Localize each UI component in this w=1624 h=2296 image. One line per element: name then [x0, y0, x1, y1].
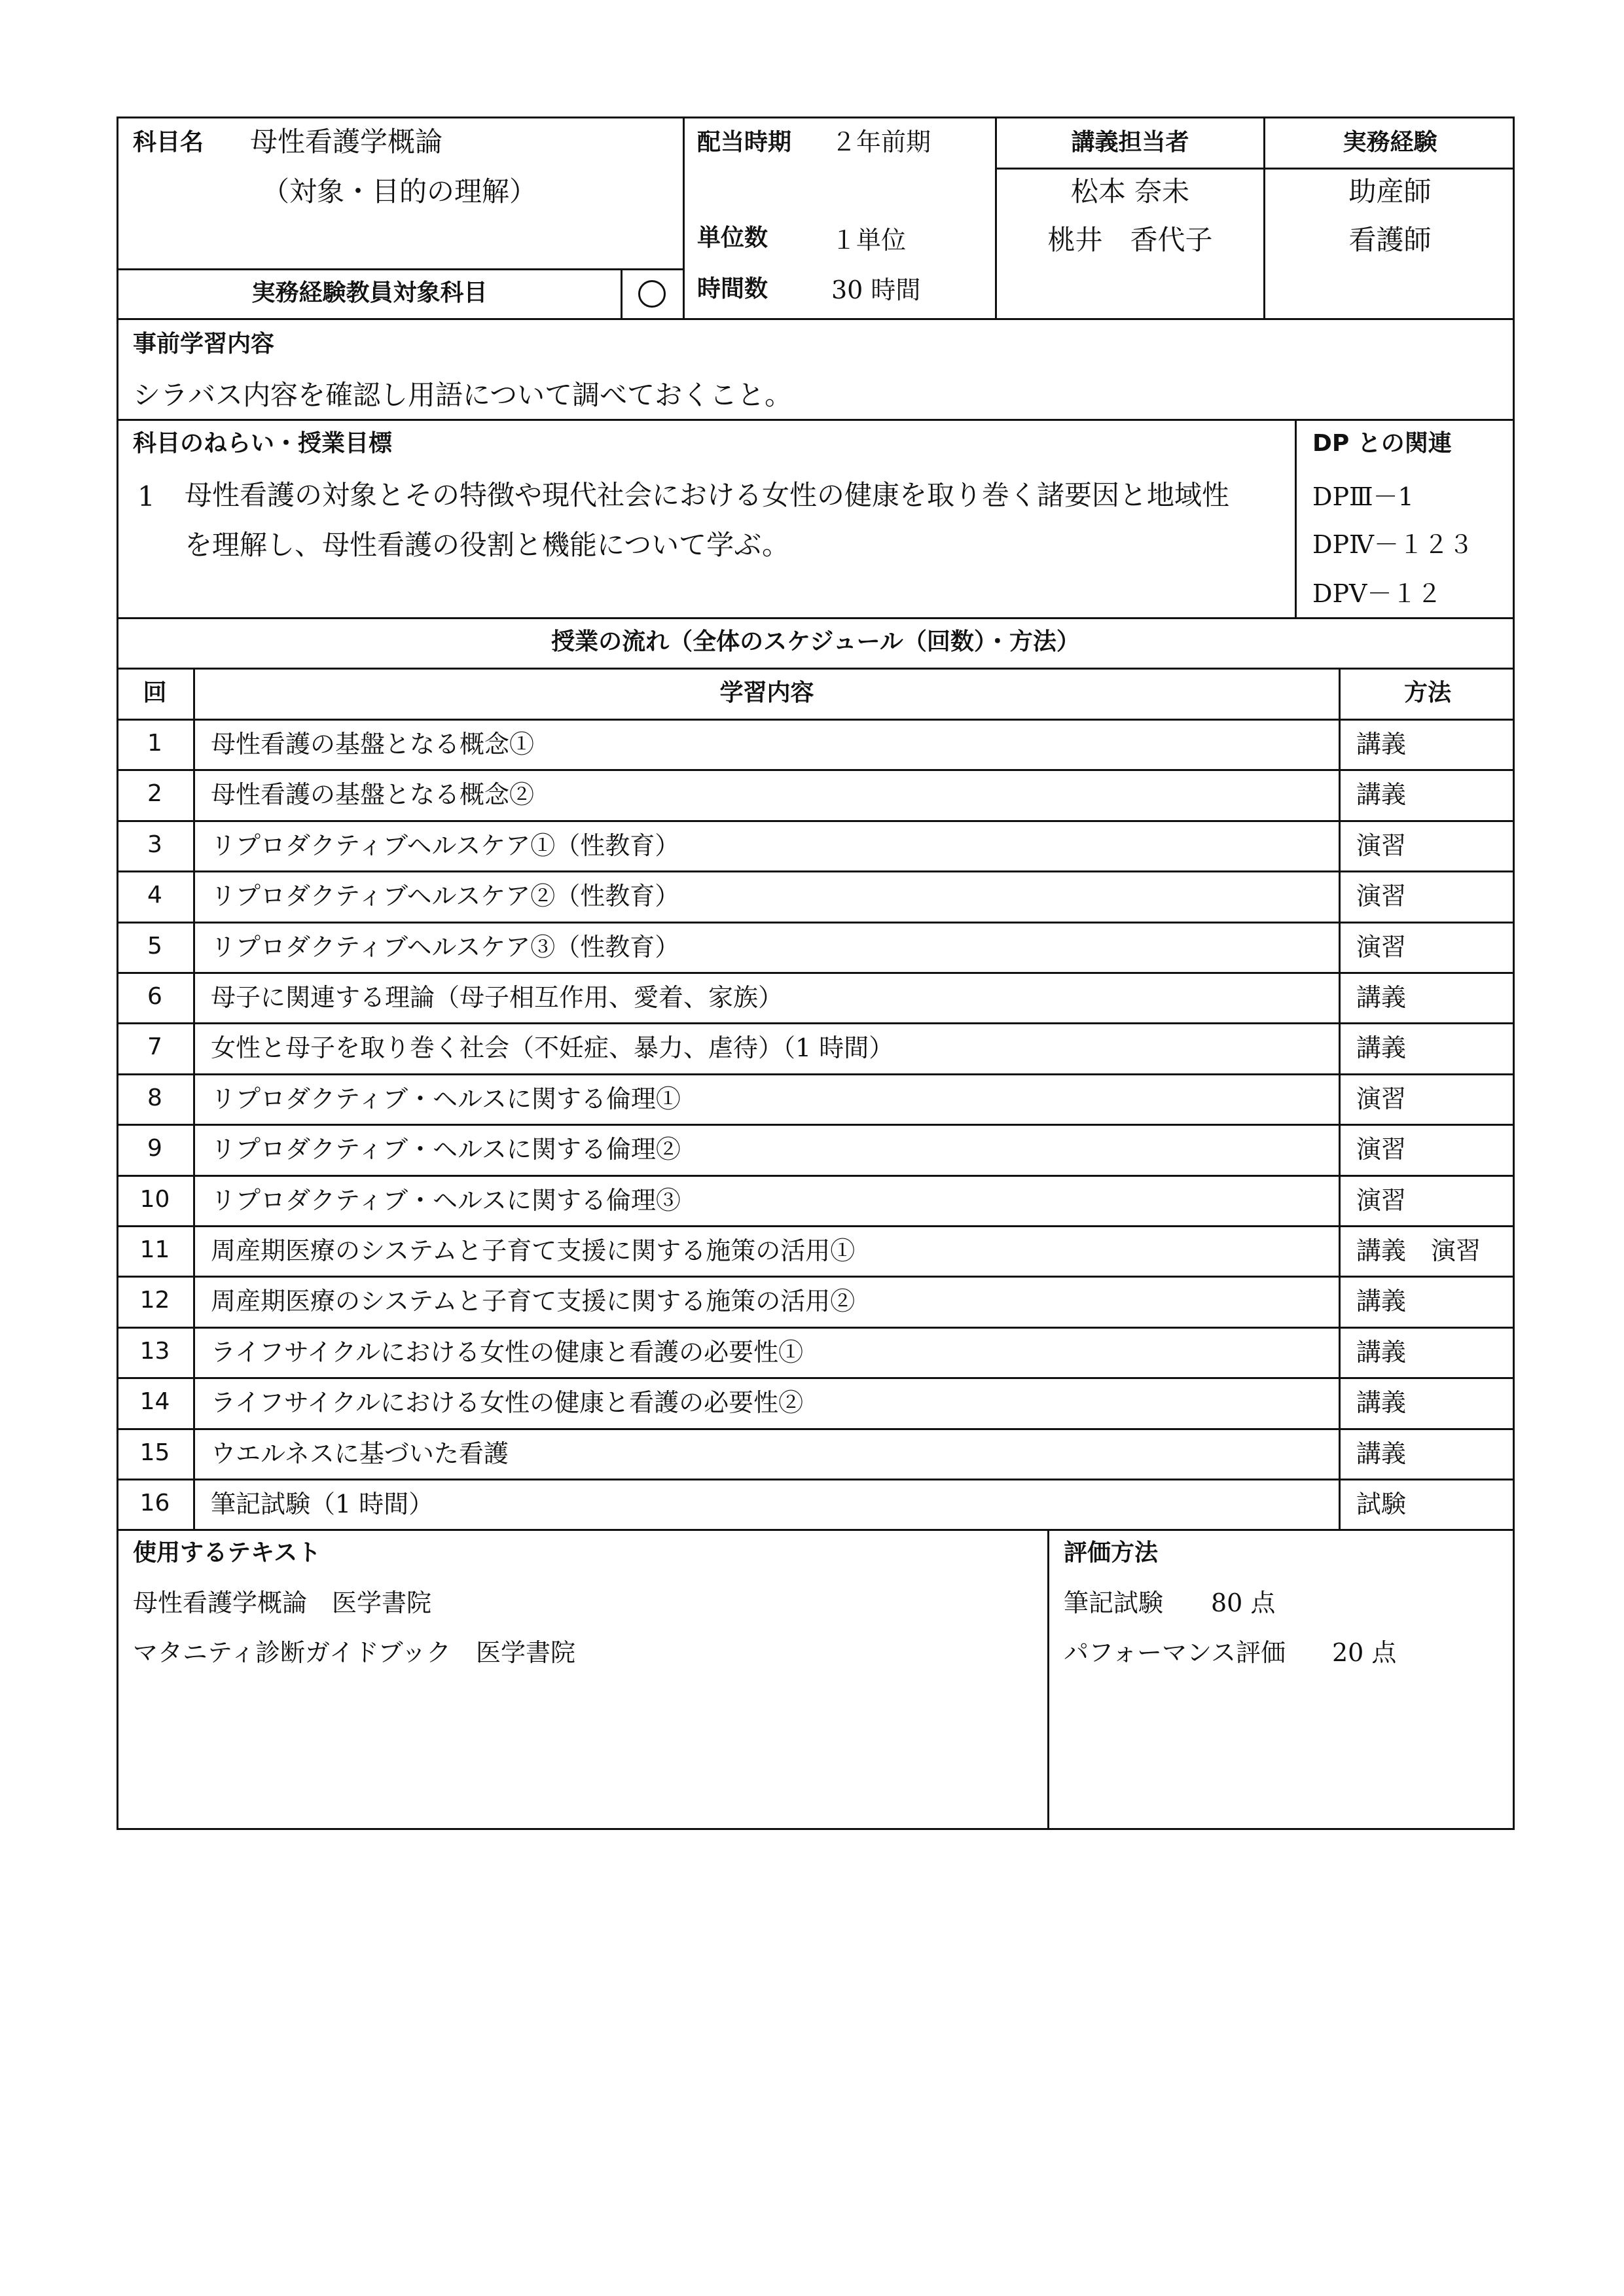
row-divider	[117, 769, 1515, 771]
divider	[193, 668, 195, 1530]
divider	[117, 268, 685, 270]
schedule-row-no: 4	[147, 882, 162, 908]
evaluation-item-score: 20 点	[1332, 1638, 1397, 1667]
divider	[1295, 420, 1297, 619]
schedule-row-content: 母子に関連する理論（母子相互作用、愛着、家族）	[211, 983, 784, 1012]
schedule-row-no: 9	[147, 1135, 162, 1162]
schedule-row-method: 試験	[1356, 1490, 1407, 1518]
row-divider	[117, 1327, 1515, 1329]
schedule-row-method: 講義	[1356, 1287, 1407, 1316]
schedule-row-no: 5	[147, 933, 162, 960]
schedule-row-method: 講義	[1356, 1439, 1407, 1468]
practical-subject-mark-icon	[638, 280, 666, 308]
pre-study-text: シラバス内容を確認し用語について調べておくこと。	[133, 379, 793, 411]
divider	[117, 419, 1515, 421]
divider	[621, 268, 623, 319]
experience-item: 助産師	[1348, 175, 1432, 207]
schedule-row-method: 演習	[1356, 1085, 1407, 1113]
credits-value: １単位	[831, 226, 907, 255]
schedule-row-content: 周産期医療のシステムと子育て支援に関する施策の活用①	[211, 1236, 856, 1265]
schedule-col-content: 学習内容	[719, 679, 814, 706]
row-divider	[117, 870, 1515, 872]
row-divider	[117, 820, 1515, 822]
experience-item: 看護師	[1348, 224, 1432, 256]
evaluation-item-name: パフォーマンス評価	[1064, 1638, 1286, 1667]
subject-name: 母性看護学概論	[250, 126, 443, 158]
schedule-row-no: 8	[147, 1085, 162, 1111]
schedule-row-no: 14	[139, 1388, 170, 1415]
instructor-label: 講義担当者	[1071, 129, 1189, 156]
divider	[117, 668, 1515, 670]
schedule-row-method: 講義	[1356, 983, 1407, 1012]
dp-item: DPⅣ－１２３	[1312, 530, 1473, 559]
experience-label: 実務経験	[1343, 129, 1437, 156]
row-divider	[117, 1022, 1515, 1024]
evaluation-item-name: 筆記試験	[1064, 1588, 1164, 1617]
schedule-row-content: リプロダクティブ・ヘルスに関する倫理①	[211, 1085, 681, 1113]
schedule-row-content: リプロダクティブヘルスケア②（性教育）	[211, 882, 680, 910]
period-label: 配当時期	[697, 129, 792, 156]
pre-study-label: 事前学習内容	[133, 331, 275, 357]
schedule-row-content: 周産期医療のシステムと子育て支援に関する施策の活用②	[211, 1287, 856, 1316]
row-divider	[117, 1479, 1515, 1480]
evaluation-label: 評価方法	[1064, 1539, 1159, 1566]
schedule-row-no: 13	[139, 1338, 170, 1365]
schedule-row-no: 3	[147, 831, 162, 858]
schedule-row-content: リプロダクティブヘルスケア③（性教育）	[211, 933, 680, 961]
aims-text-line: 母性看護の対象とその特徴や現代社会における女性の健康を取り巻く諸要因と地域性	[185, 479, 1230, 511]
divider	[995, 168, 1515, 170]
schedule-row-content: リプロダクティブ・ヘルスに関する倫理②	[211, 1135, 681, 1164]
instructor-name: 松本 奈未	[1070, 175, 1190, 207]
schedule-row-no: 2	[147, 780, 162, 807]
schedule-row-method: 演習	[1356, 933, 1407, 961]
divider	[117, 719, 1515, 721]
schedule-row-method: 講義	[1356, 1338, 1407, 1367]
hours-value: 30 時間	[831, 276, 921, 304]
schedule-row-no: 16	[139, 1490, 170, 1516]
divider	[1047, 1529, 1049, 1830]
schedule-row-no: 10	[139, 1186, 170, 1213]
schedule-row-content: ライフサイクルにおける女性の健康と看護の必要性①	[211, 1338, 804, 1367]
divider	[1339, 668, 1341, 1530]
row-divider	[117, 1428, 1515, 1430]
schedule-row-no: 6	[147, 983, 162, 1010]
row-divider	[117, 1124, 1515, 1126]
schedule-row-method: 講義	[1356, 1388, 1407, 1417]
credits-label: 単位数	[697, 224, 768, 251]
schedule-row-method: 講義 演習	[1356, 1236, 1481, 1265]
aims-number: 1	[137, 480, 155, 512]
textbooks-label: 使用するテキスト	[133, 1539, 321, 1566]
schedule-row-method: 講義	[1356, 1033, 1407, 1062]
dp-item: DPⅤ－１２	[1312, 579, 1442, 608]
row-divider	[117, 1175, 1515, 1177]
divider	[117, 318, 1515, 320]
schedule-row-content: 筆記試験（1 時間）	[211, 1490, 434, 1518]
schedule-col-method: 方法	[1403, 679, 1451, 706]
subject-label: 科目名	[133, 129, 204, 156]
row-divider	[117, 1377, 1515, 1379]
schedule-row-no: 12	[139, 1287, 170, 1314]
schedule-row-no: 15	[139, 1439, 170, 1466]
schedule-row-content: ライフサイクルにおける女性の健康と看護の必要性②	[211, 1388, 804, 1417]
textbook-item: 母性看護学概論 医学書院	[133, 1588, 432, 1617]
aims-text-line: を理解し、母性看護の役割と機能について学ぶ。	[185, 529, 790, 561]
dp-item: DPⅢ－1	[1312, 482, 1414, 511]
schedule-row-method: 講義	[1356, 780, 1407, 809]
textbook-item: マタニティ診断ガイドブック 医学書院	[133, 1638, 576, 1667]
schedule-row-no: 1	[147, 730, 162, 757]
evaluation-item-score: 80 点	[1211, 1588, 1276, 1617]
schedule-row-content: 母性看護の基盤となる概念②	[211, 780, 535, 809]
schedule-col-no: 回	[143, 679, 167, 706]
divider	[683, 117, 685, 319]
schedule-row-content: リプロダクティブヘルスケア①（性教育）	[211, 831, 680, 860]
schedule-row-method: 演習	[1356, 831, 1407, 860]
dp-label: DP との関連	[1312, 430, 1452, 457]
row-divider	[117, 1276, 1515, 1278]
schedule-row-content: 母性看護の基盤となる概念①	[211, 730, 535, 759]
row-divider	[117, 1073, 1515, 1075]
schedule-row-no: 7	[147, 1033, 162, 1060]
schedule-row-method: 演習	[1356, 882, 1407, 910]
schedule-row-method: 講義	[1356, 730, 1407, 759]
schedule-row-no: 11	[139, 1236, 170, 1263]
schedule-row-content: ウエルネスに基づいた看護	[211, 1439, 509, 1468]
schedule-title: 授業の流れ（全体のスケジュール（回数）・方法）	[551, 628, 1080, 655]
row-divider	[117, 972, 1515, 974]
schedule-row-content: リプロダクティブ・ヘルスに関する倫理③	[211, 1186, 681, 1215]
schedule-row-method: 演習	[1356, 1135, 1407, 1164]
period-value: ２年前期	[831, 128, 931, 156]
row-divider	[117, 922, 1515, 924]
divider	[117, 617, 1515, 619]
schedule-row-content: 女性と母子を取り巻く社会（不妊症、暴力、虐待）（1 時間）	[211, 1033, 894, 1062]
instructor-name: 桃井 香代子	[1047, 224, 1213, 256]
schedule-row-method: 演習	[1356, 1186, 1407, 1215]
row-divider	[117, 1225, 1515, 1227]
aims-label: 科目のねらい・授業目標	[133, 430, 393, 457]
hours-label: 時間数	[697, 276, 768, 302]
practical-subject-label: 実務経験教員対象科目	[251, 279, 488, 306]
row-divider	[117, 1529, 1515, 1531]
subject-subtitle: （対象・目的の理解）	[262, 175, 537, 207]
